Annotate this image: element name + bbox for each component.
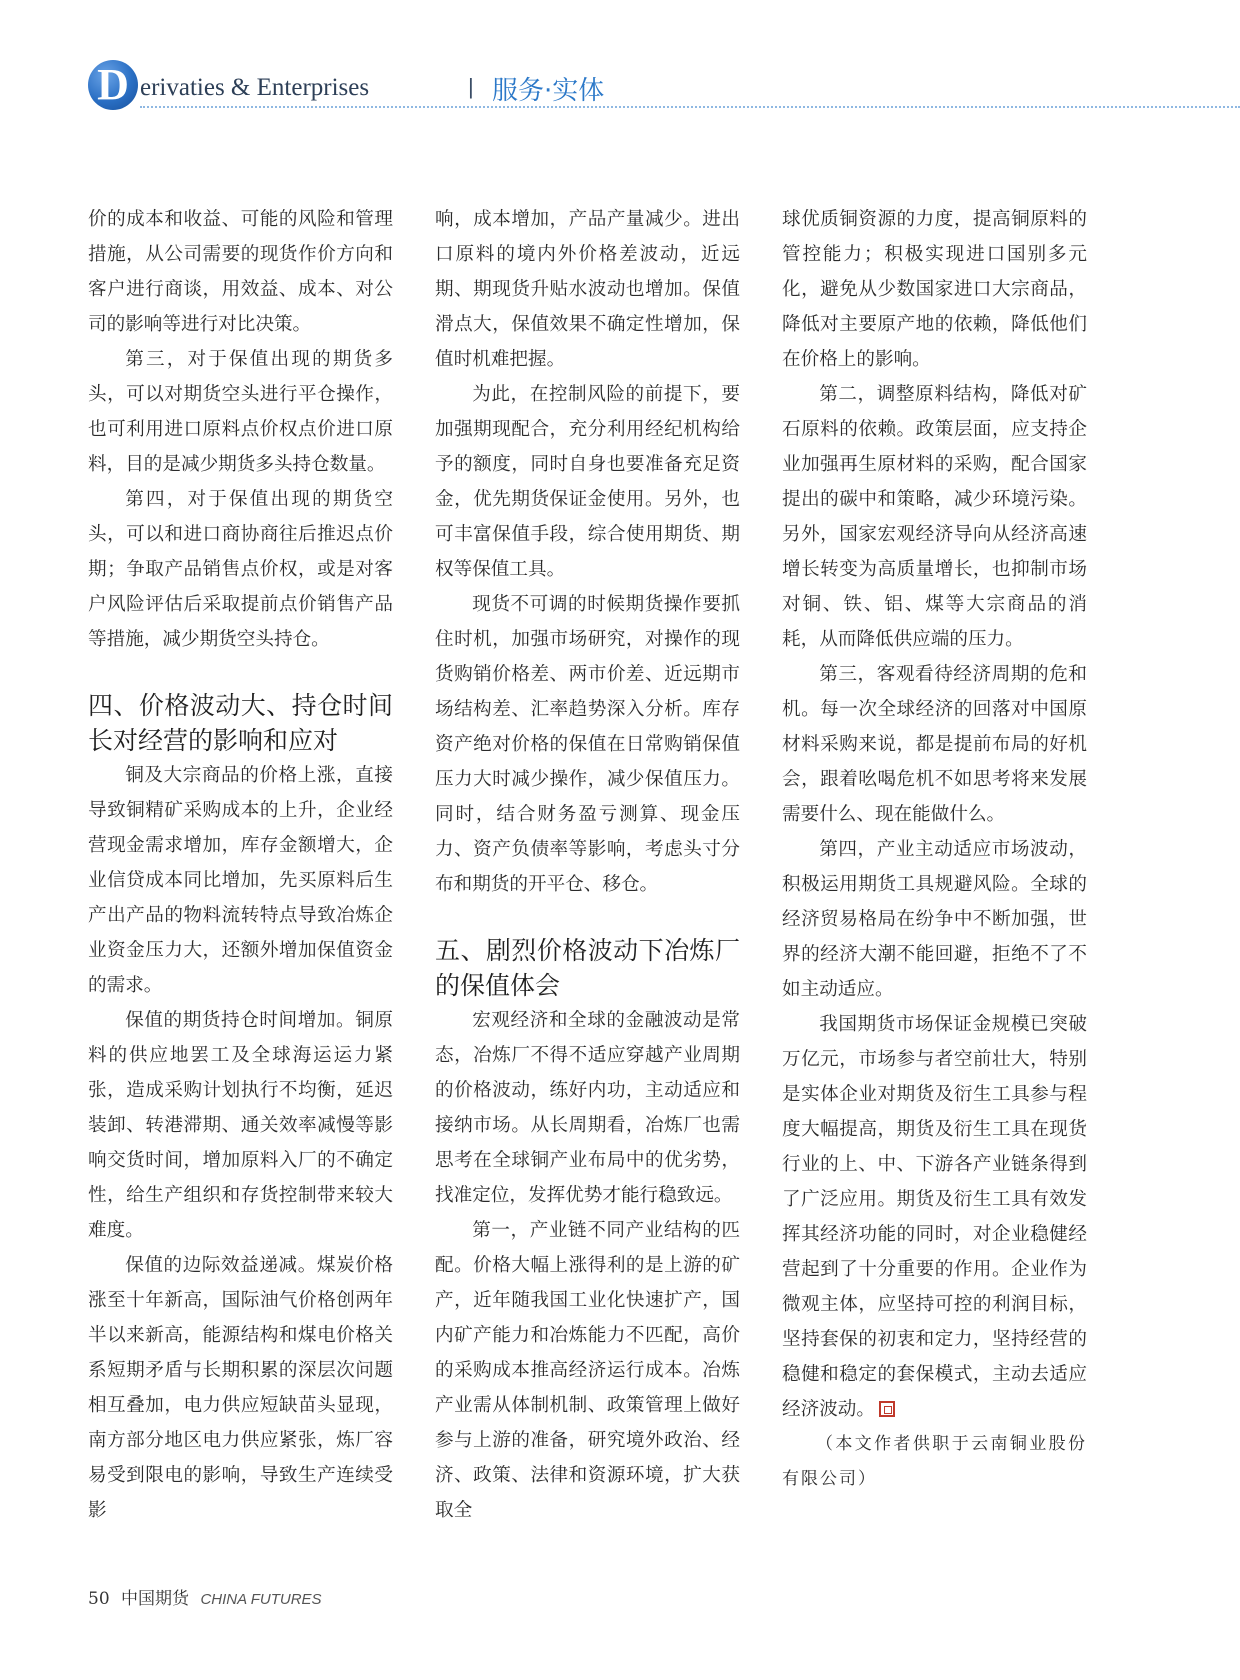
paragraph: 价的成本和收益、可能的风险和管理措施，从公司需要的现货作价方向和客户进行商谈，用效益、成本、对公司的影响等进行对比决策。 bbox=[88, 209, 393, 335]
paragraph: 第三，客观看待经济周期的危和机。每一次全球经济的回落对中国原材料采购来说，都是提前布局的好机会，跟着吆喝危机不如思考将来发展需要什么、现在能做什么。 bbox=[782, 664, 1087, 825]
header-separator: | bbox=[468, 74, 474, 99]
paragraph: 球优质铜资源的力度，提高铜原料的管控能力；积极实现进口国别多元化，避免从少数国家进口大宗商品，降低对主要原产地的依赖，降低他们在价格上的影响。 bbox=[782, 209, 1087, 370]
article-column-1 bbox=[88, 202, 393, 1528]
paragraph: 第二，调整原料结构，降低对矿石原料的依赖。政策层面，应支持企业加强再生原材料的采购，配合国家提出的碳中和策略，减少环境污染。另外，国家宏观经济导向从经济高速增长转变为高质量增长，也抑制市场对铜、铁、铝、煤等大宗商品的消耗，从而降低供应端的压力。 bbox=[782, 384, 1087, 650]
section-heading: 四、价格波动大、持仓时间长对经营的影响和应对 bbox=[88, 691, 393, 755]
page-header bbox=[88, 58, 1240, 118]
paragraph: 为此，在控制风险的前提下，要加强期现配合，充分利用经纪机构给予的额度，同时自身也要准备充足资金，优先期货保证金使用。另外，也可丰富保值手段，综合使用期货、期权等保值工具。 bbox=[435, 384, 740, 580]
paragraph: 响，成本增加，产品产量减少。进出口原料的境内外价格差波动，近远期、期现货升贴水波动也增加。保值滑点大，保值效果不确定性增加，保值时机难把握。 bbox=[435, 209, 740, 370]
section-heading: 五、剧烈价格波动下冶炼厂的保值体会 bbox=[435, 936, 740, 1000]
paragraph: 第三，对于保值出现的期货多头，可以对期货空头进行平仓操作，也可利用进口原料点价权点价进口原料，目的是减少期货多头持仓数量。 bbox=[88, 349, 393, 475]
magazine-name-cn: 中国期货 bbox=[121, 1589, 190, 1609]
header-logo-d: D bbox=[88, 60, 138, 110]
header-section-label: 服务·实体 bbox=[492, 76, 605, 106]
paragraph: 第四，产业主动适应市场波动，积极运用期货工具规避风险。全球的经济贸易格局在纷争中不断加强，世界的经济大潮不能回避，拒绝不了不如主动适应。 bbox=[782, 839, 1087, 1000]
header-title: erivaties & Enterprises bbox=[140, 74, 370, 101]
paragraph: 现货不可调的时候期货操作要抓住时机，加强市场研究，对操作的现货购销价格差、两市价差、近远期市场结构差、汇率趋势深入分析。库存资产绝对价格的保值在日常购销保值压力大时减少操作，减少保值压力。同时，结合财务盈亏测算、现金压力、资产负债率等影响，考虑头寸分布和期货的开平仓、移仓。 bbox=[435, 594, 740, 895]
paragraph: 第一，产业链不同产业结构的匹配。价格大幅上涨得利的是上游的矿产，近年随我国工业化快速扩产，国内矿产能力和冶炼能力不匹配，高价的采购成本推高经济运行成本。冶炼产业需从体制机制、政策管理上做好参与上游的准备，研究境外政治、经济、政策、法律和资源环境，扩大获取全 bbox=[435, 1220, 740, 1521]
magazine-name-en: CHINA FUTURES bbox=[200, 1591, 322, 1608]
header-dotted-rule bbox=[140, 106, 1240, 108]
paragraph: 保值的边际效益递减。煤炭价格涨至十年新高，国际油气价格创两年半以来新高，能源结构和煤电价格关系短期矛盾与长期积累的深层次问题相互叠加，电力供应短缺苗头显现，南方部分地区电力供应紧张，炼厂容易受到限电的影响，导致生产连续受影 bbox=[88, 1255, 393, 1521]
paragraph: 第四，对于保值出现的期货空头，可以和进口商协商往后推迟点价期；争取产品销售点价权，或是对客户风险评估后采取提前点价销售产品等措施，减少期货空头持仓。 bbox=[88, 489, 393, 650]
page-number: 50 bbox=[88, 1589, 110, 1609]
article-column-2 bbox=[435, 202, 740, 1528]
paragraph: 保值的期货持仓时间增加。铜原料的供应地罢工及全球海运运力紧张，造成采购计划执行不均衡，延迟装卸、转港滞期、通关效率减慢等影响交货时间，增加原料入厂的不确定性，给生产组织和存货控制带来较大难度。 bbox=[88, 1010, 393, 1241]
page-footer bbox=[88, 1584, 322, 1609]
paragraph: 我国期货市场保证金规模已突破万亿元，市场参与者空前壮大，特别是实体企业对期货及衍生工具参与程度大幅提高，期货及衍生工具在现货行业的上、中、下游各产业链条得到了广泛应用。期货及衍生工具有效发挥其经济功能的同时，对企业稳健经营起到了十分重要的作用。企业作为微观主体，应坚持可控的利润目标，坚持套保的初衷和定力，坚持经营的稳健和稳定的套保模式，主动去适应经济波动。 bbox=[782, 1014, 1087, 1420]
paragraph: 宏观经济和全球的金融波动是常态，冶炼厂不得不适应穿越产业周期的价格波动，练好内功，主动适应和接纳市场。从长周期看，冶炼厂也需思考在全球铜产业布局中的优劣势，找准定位，发挥优势才能行稳致远。 bbox=[435, 1010, 740, 1206]
end-of-article-icon bbox=[879, 1401, 895, 1417]
author-affiliation: （本文作者供职于云南铜业股份有限公司） bbox=[782, 1434, 1087, 1489]
paragraph: 铜及大宗商品的价格上涨，直接导致铜精矿采购成本的上升，企业经营现金需求增加，库存金额增大，企业信贷成本同比增加，先买原料后生产出产品的物料流转特点导致冶炼企业资金压力大，还额外增加保值资金的需求。 bbox=[88, 765, 393, 996]
article-column-3 bbox=[782, 202, 1087, 1497]
